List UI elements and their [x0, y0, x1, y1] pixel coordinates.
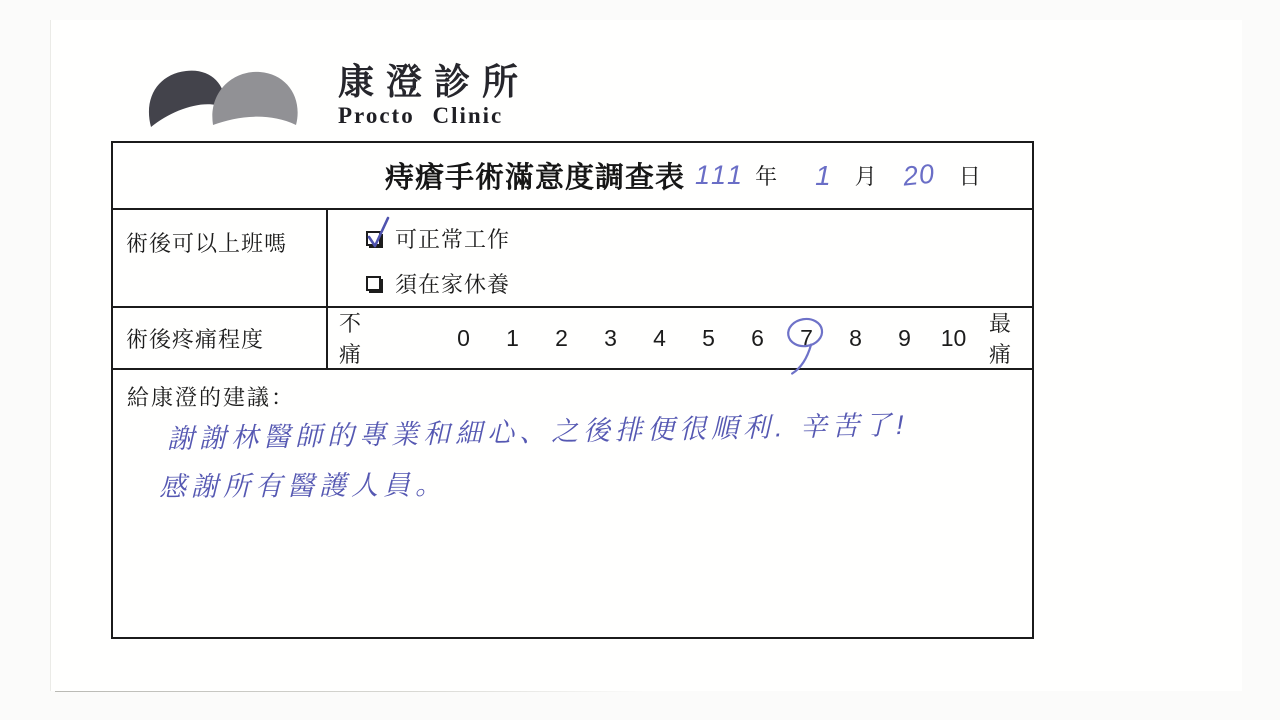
- handwritten-line: 謝謝林醫師的專業和細心、之後排便很順利. 辛苦了!: [166, 409, 909, 455]
- work-ability-label: 術後可以上班嗎: [113, 210, 328, 306]
- year-label: 年: [755, 164, 778, 189]
- clinic-names: [338, 64, 530, 129]
- suggestions-row: [113, 370, 1032, 637]
- pain-scale-number: 6: [751, 324, 764, 351]
- pain-scale-number: 9: [898, 324, 911, 351]
- pain-level-label: 術後疼痛程度: [113, 308, 328, 368]
- handwritten-day: 20: [901, 158, 937, 192]
- checkbox-icon: [366, 231, 381, 246]
- month-label: 月: [854, 164, 877, 189]
- clinic-header: [51, 20, 1242, 141]
- suggestions-label: 給康澄的建議：: [127, 385, 296, 410]
- handwritten-year: 111: [695, 160, 746, 190]
- logo-light-shape: [212, 72, 297, 125]
- day-label: 日: [958, 164, 981, 189]
- work-option: [366, 264, 510, 302]
- pain-scale: [328, 308, 1032, 368]
- clinic-logo-icon: [145, 65, 313, 135]
- form-title: 痔瘡手術滿意度調查表: [385, 162, 686, 194]
- pain-scale-number: 1: [506, 324, 519, 351]
- pain-scale-number: 5: [702, 324, 715, 351]
- work-option: [366, 219, 510, 257]
- pain-scale-number: 8: [849, 324, 862, 351]
- pain-scale-number: 7: [782, 325, 831, 352]
- pain-scale-number: 2: [555, 324, 568, 351]
- checkbox-icon: [366, 276, 381, 291]
- pain-scale-min-label: 不痛: [339, 311, 363, 367]
- work-options: [328, 210, 510, 306]
- clinic-name-en: Procto Clinic: [338, 103, 504, 128]
- pain-level-row: [113, 308, 1032, 370]
- work-option-label: 可正常工作: [395, 226, 511, 252]
- form-title-row: [113, 143, 1032, 210]
- scanned-survey-page: [50, 20, 1242, 691]
- work-option-label: 須在家休養: [395, 271, 511, 297]
- handwritten-line: 感謝所有醫護人員。: [158, 469, 448, 503]
- pain-scale-numbers: [439, 325, 978, 352]
- work-ability-row: [113, 210, 1032, 308]
- handwritten-month: 1: [815, 159, 831, 191]
- handwritten-checkmark-icon: [365, 215, 391, 251]
- clinic-name-zh: 康澄診所: [338, 62, 531, 102]
- pain-scale-max-label: 最痛: [989, 311, 1013, 367]
- pain-scale-number: 0: [457, 324, 470, 351]
- pain-scale-number: 4: [653, 324, 666, 351]
- survey-form-table: [111, 141, 1034, 639]
- pain-scale-number: 3: [604, 324, 617, 351]
- pain-scale-number: 10: [940, 324, 967, 351]
